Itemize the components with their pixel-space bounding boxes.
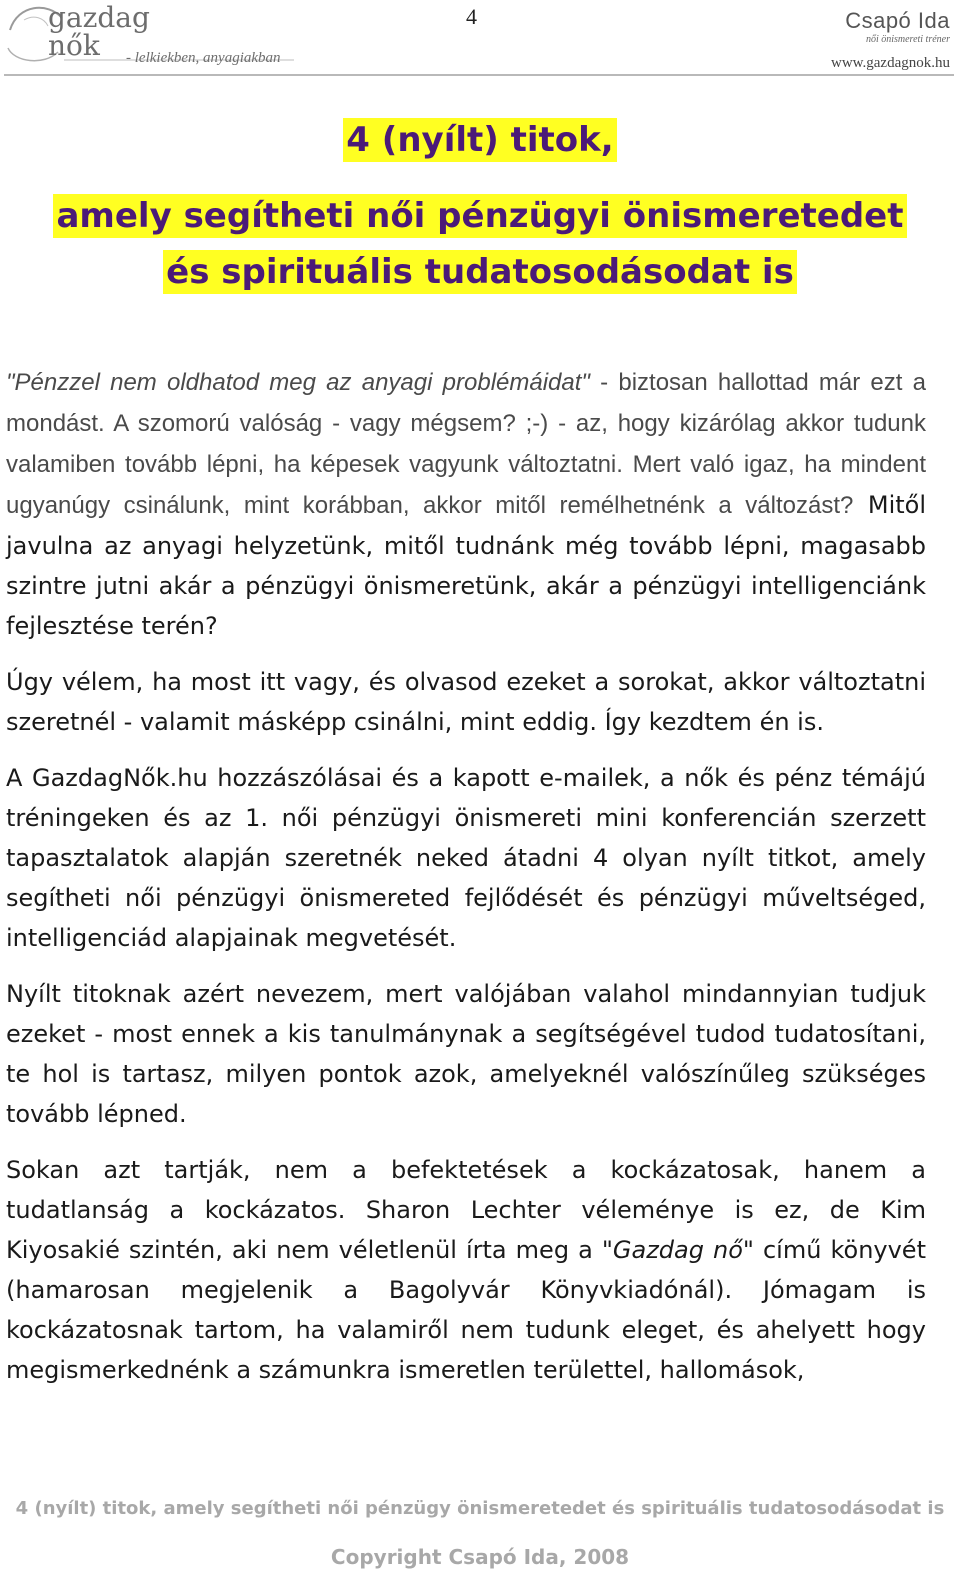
paragraph-5-text-a: Sokan azt tartják, nem a befektetések a kockázatosak, hanem a tudatlanság a kockázatos. Sharon Lechter véleménye is ez, de Kim Kiyosakié szintén, aki nem véletlenül írta meg a (6, 1156, 926, 1264)
page-number: 4 (466, 4, 477, 29)
paragraph-2: Úgy vélem, ha most itt vagy, és olvasod ezeket a sorokat, akkor változtatni szeretnél - valamit másképp csinálni, mint eddig. Így kezdtem én is. (6, 668, 926, 736)
author-subtitle: női önismereti tréner (865, 34, 950, 45)
paragraph-4: Nyílt titoknak azért nevezem, mert valójában valahol mindannyian tudjuk ezeket - most ennek a kis tanulmánynak a segítségével tudod tudatosítani, te hol is tartasz, milyen pontok azok, amelyeknél valószínűleg szükséges tovább lépned. (6, 980, 926, 1128)
title-line-1: 4 (nyílt) titok, (0, 120, 960, 160)
paragraph-3: A GazdagNők.hu hozzászólásai és a kapott e-mailek, a nők és pénz témájú tréningeken és az 1. női pénzügyi önismereti mini konferencián szerzett tapasztalatok alapján szeretnék neked átadni 4 olyan nyílt titkot, amely segítheti női pénzügyi önismereted fejlődését és pénzügyi műveltséged, intelligenciád alapjainak megvetését. (6, 764, 926, 952)
header-divider (4, 74, 954, 76)
csapo-ida-logo (800, 8, 950, 80)
paragraph-5-text-b: című könyvét (hamarosan megjelenik a Bagolyvár Könyvkiadónál). Jómagam is kockázatosnak tartom, ha valamiről nem tudunk eleget, és ahelyett hogy megismerkednénk a számunkra ismeretlen területtel, hallomások, (6, 1236, 926, 1384)
logo-tagline: - lelkiekben, anyagiakban (126, 50, 281, 66)
quote-text: "Pénzzel nem oldhatod meg az anyagi problémáidat" (6, 369, 590, 396)
footer-title: 4 (nyílt) titok, amely segítheti női pénzügy önismeretedet és spirituális tudatosodásodat is (15, 1498, 945, 1519)
paragraph-1-text-a: - biztosan hallottad már ezt a mondást. A szomorú valóság - vagy mégsem? ;-) - az, hogy kizárólag akkor tudunk valamiben tovább lépni, ha képesek vagyunk változtatni. Mert való igaz, ha mindent ugyanúgy csinálunk, mint korábban, akkor mitől remélhetnénk a változást? (6, 369, 926, 519)
author-name: Csapó Ida (845, 8, 950, 33)
paragraph-5 (6, 1150, 926, 1390)
article-body (6, 362, 926, 1406)
title-line-3: és spirituális tudatosodásodat is (0, 252, 960, 292)
title-line-2: amely segítheti női pénzügyi önismeretedet (0, 196, 960, 236)
paragraph-1 (6, 362, 926, 646)
footer-copyright: Copyright Csapó Ida, 2008 (330, 1545, 630, 1569)
logo-wordmark: gazdag nők (48, 1, 150, 62)
website-url: www.gazdagnok.hu (831, 55, 950, 71)
gazdag-nok-logo (4, 0, 304, 80)
book-title: "Gazdag nő" (601, 1236, 754, 1264)
paragraph-1-text-b: Mitől javulna az anyagi helyzetünk, mitől tudnánk még tovább lépni, magasabb szintre jutni akár a pénzügyi önismeretünk, akár a pénzügyi intelligenciánk fejlesztése terén? (6, 491, 927, 640)
